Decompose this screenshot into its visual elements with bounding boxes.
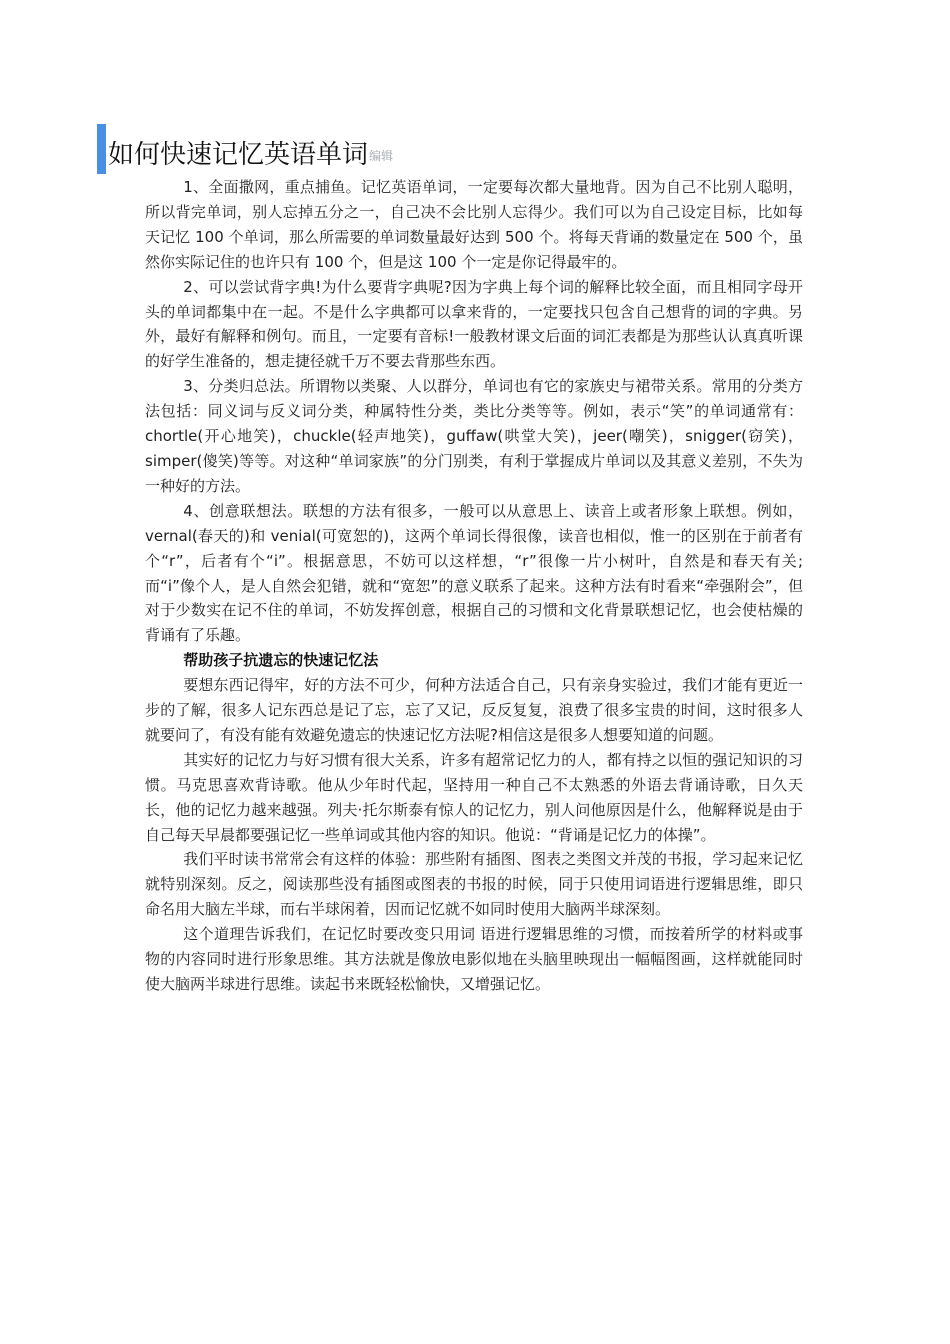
paragraph-memory-intro: 要想东西记得牢，好的方法不可少，何种方法适合自己，只有亲身实验过，我们才能有更近一步的了解，很多人记东西总是记了忘，忘了又记，反反复复，浪费了很多宝贵的时间，这时很多人就要问了，有没有能有效避免遗忘的快速记忆方法呢?相信这是很多人想要知道的问题。	[145, 676, 803, 744]
page-heading	[97, 124, 393, 174]
paragraph-method-3: 3、分类归总法。所谓物以类聚、人以群分，单词也有它的家族史与裙带关系。常用的分类方法包括：同义词与反义词分类，种属特性分类，类比分类等等。例如，表示“笑”的单词通常有：chortle(开心地笑)，chuckle(轻声地笑)，guffaw(哄堂大笑)，jeer(嘲笑)，snigger(窃笑)，simper(傻笑)等等。对这种“单词家族”的分门别类，有利于掌握成片单词以及其意义差别，不失为一种好的方法。	[145, 377, 803, 495]
page-title: 如何快速记忆英语单词	[108, 140, 369, 170]
article-body	[145, 175, 803, 997]
edit-link[interactable]: 编辑	[369, 149, 394, 163]
paragraph-memory-conclusion: 这个道理告诉我们，在记忆时要改变只用词 语进行逻辑思维的习惯，而按着所学的材料或事物的内容同时进行形象思维。其方法就是像放电影似地在头脑里映现出一幅幅图画，这样就能同时使大脑两半球进行思维。读起书来既轻松愉快，又增强记忆。	[145, 925, 803, 993]
heading-accent-bar	[97, 124, 106, 174]
section-subheading: 帮助孩子抗遗忘的快速记忆法	[183, 651, 379, 670]
paragraph-memory-habit: 其实好的记忆力与好习惯有很大关系，许多有超常记忆力的人，都有持之以恒的强记知识的习惯。马克思喜欢背诗歌。他从少年时代起，坚持用一种自己不太熟悉的外语去背诵诗歌，日久天长，他的记忆力越来越强。列夫·托尔斯泰有惊人的记忆力，别人问他原因是什么，他解释说是由于自己每天早晨都要强记忆一些单词或其他内容的知识。他说：“背诵是记忆力的体操”。	[145, 750, 803, 844]
paragraph-method-4: 4、创意联想法。联想的方法有很多，一般可以从意思上、读音上或者形象上联想。例如，vernal(春天的)和 venial(可宽恕的)，这两个单词长得很像，读音也相似，惟一的区别在于前者有个“r”，后者有个“i”。根据意思，不妨可以这样想，“r”很像一片小树叶，自然是和春天有关;而“i”像个人，是人自然会犯错，就和“宽恕”的意义联系了起来。这种方法有时看来“牵强附会”，但对于少数实在记不住的单词，不妨发挥创意，根据自己的习惯和文化背景联想记忆，也会使枯燥的背诵有了乐趣。	[145, 501, 803, 645]
paragraph-memory-illustration: 我们平时读书常常会有这样的体验：那些附有插图、图表之类图文并茂的书报，学习起来记忆就特别深刻。反之，阅读那些没有插图或图表的书报的时候，同于只使用词语进行逻辑思维，即只命名用大脑左半球，而右半球闲着，因而记忆就不如同时使用大脑两半球深刻。	[145, 850, 803, 919]
paragraph-method-1: 1、全面撒网，重点捕鱼。记忆英语单词，一定要每次都大量地背。因为自己不比别人聪明，所以背完单词，别人忘掉五分之一，自己决不会比别人忘得少。我们可以为自己设定目标，比如每天记忆 100 个单词，那么所需要的单词数量最好达到 500 个。将每天背诵的数量定在 500 个，虽然你实际记住的也许只有 100 个，但是这 100 个一定是你记得最牢的。	[145, 178, 803, 271]
paragraph-method-2: 2、可以尝试背字典!为什么要背字典呢?因为字典上每个词的解释比较全面，而且相同字母开头的单词都集中在一起。不是什么字典都可以拿来背的，一定要找只包含自己想背的词的字典。另外，最好有解释和例句。而且，一定要有音标!一般教材课文后面的词汇表都是为那些认认真真听课的好学生准备的，想走捷径就千万不要去背那些东西。	[145, 277, 803, 371]
